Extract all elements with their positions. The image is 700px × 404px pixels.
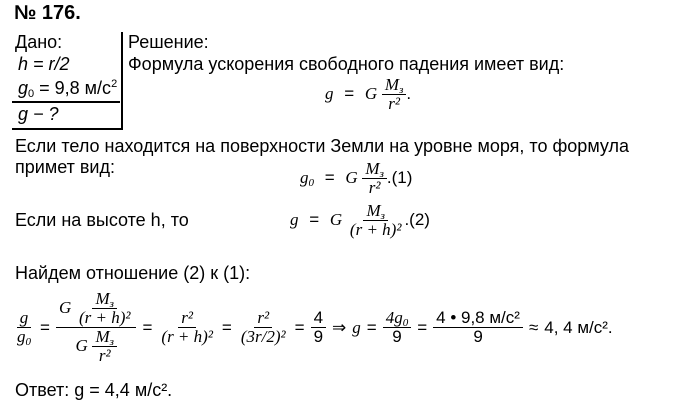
formula-1-g0 (300, 168, 314, 187)
complex-den-inner-num (92, 328, 116, 347)
formula-2-G: G (329, 209, 343, 229)
complex-num-inner (76, 290, 134, 327)
formula-2-fraction (347, 202, 405, 239)
complex-den-inner-den: r² (98, 346, 111, 365)
solution-line-3: примет вид: (15, 157, 115, 177)
formula-G: G (364, 83, 378, 103)
problem-number: № 176. (14, 2, 81, 24)
ratio-calc-num: 4 • 9,8 м/с² (433, 309, 523, 328)
ratio-g0-sub: 0 (25, 336, 31, 348)
ratio-4g0-symbol: 4g (385, 308, 403, 327)
formula-gravity (325, 76, 411, 113)
ratio-result: 4, 4 м/с². (544, 317, 613, 337)
given-g0 (18, 78, 117, 98)
ratio-eq-3: = (221, 317, 232, 337)
formula-2-M-sub: з (380, 210, 385, 222)
ratio-4-over-9 (311, 309, 326, 346)
complex-den-G: G (75, 335, 88, 355)
solution-line-2: Если тело находится на поверхности Земли на уровне моря, то формула (15, 136, 630, 156)
ratio-eq-2: = (142, 317, 153, 337)
complex-numerator (56, 290, 137, 328)
answer: Ответ: g = 4,4 м/с². (15, 380, 173, 400)
ratio-g: g (17, 309, 32, 328)
ratio-r2-num-2: r² (254, 309, 272, 328)
formula-period: . (406, 83, 412, 103)
solution-line-4: Если на высоте h, то (15, 210, 189, 230)
complex-den-M-sub: з (109, 336, 114, 348)
ratio-g0 (14, 328, 34, 346)
given-bottom-line (12, 128, 123, 130)
given-find: g − ? (18, 104, 59, 124)
g0-sub: 0 (308, 176, 314, 189)
formula-1-G: G (345, 167, 358, 187)
ratio-4g0-over-9 (383, 309, 412, 346)
ratio-4g0 (383, 309, 412, 328)
complex-num-M: M (95, 289, 110, 308)
solution-line-5: Найдем отношение (2) к (1): (15, 263, 251, 283)
formula-1-M-sub: з (379, 168, 384, 180)
formula-1-eq: = (324, 167, 335, 187)
complex-num-inner-num (92, 290, 116, 309)
formula-2-tag: .(2) (404, 209, 430, 229)
ratio-rh2-den: (r + h)² (161, 327, 213, 346)
fraction-numerator (382, 76, 406, 95)
complex-num-M-sub: з (109, 298, 114, 310)
ratio-4: 4 (311, 309, 326, 328)
ratio-g0-symbol: g (17, 327, 26, 346)
ratio-4g0-sub: 0 (402, 317, 409, 329)
ratio-3r2-den: (3r/2)² (240, 327, 286, 346)
given-divider (12, 101, 120, 103)
formula-g: g (325, 83, 334, 103)
formula-1-denominator: r² (368, 178, 381, 197)
ratio-eq-1: = (40, 317, 50, 337)
formula-1 (300, 160, 412, 197)
ratio-r2-num: r² (178, 309, 196, 328)
formula-1-tag: .(1) (386, 167, 413, 187)
symbol-M: M (384, 75, 400, 94)
complex-den-inner (92, 328, 116, 365)
formula-2-eq: = (309, 209, 320, 229)
solution-line-1: Формула ускорения свободного падения имеет вид: (128, 54, 565, 74)
given-g0-exp: 2 (111, 78, 118, 90)
formula-1-M: M (365, 159, 380, 178)
formula-1-numerator (362, 160, 386, 179)
ratio-approx: ≈ (528, 317, 539, 337)
complex-num-inner-den: (r + h)² (78, 308, 131, 327)
solution-label: Решение: (128, 32, 209, 52)
given-h: h = r/2 (18, 54, 70, 74)
given-g0-symbol: g (18, 78, 29, 98)
ratio-calc (433, 309, 523, 346)
given-g0-value: = 9,8 м/с (34, 78, 112, 98)
ratio-9: 9 (313, 327, 324, 346)
symbol-M-sub: з (399, 84, 404, 96)
ratio-implies: ⇒ (332, 317, 347, 337)
ratio-eq-4: = (294, 317, 305, 337)
formula-2-g: g (290, 209, 299, 229)
g0-symbol: g (300, 167, 309, 187)
formula-2-numerator (363, 202, 387, 221)
ratio-9-b: 9 (392, 327, 402, 346)
complex-denominator (72, 328, 119, 365)
complex-den-M: M (95, 327, 110, 346)
given-label: Дано: (15, 32, 63, 52)
formula-eq: = (344, 83, 355, 103)
formula-2-denominator: (r + h)² (349, 220, 402, 239)
ratio-eq-5: = (366, 317, 377, 337)
ratio-eq-6: = (417, 317, 428, 337)
given-vertical-line (121, 32, 123, 128)
formula-fraction (382, 76, 406, 113)
fraction-denominator: r² (388, 94, 401, 113)
ratio-calc-den: 9 (473, 327, 483, 346)
ratio-r2-over-3r2 (238, 309, 289, 346)
ratio-g-result: g (352, 317, 361, 337)
ratio-r2-over-rh2 (158, 309, 216, 346)
given-g0-sub: 0 (28, 88, 35, 100)
complex-num-G: G (58, 297, 72, 317)
formula-2-M: M (366, 201, 381, 220)
ratio-g-over-g0 (14, 309, 34, 346)
formula-ratio (14, 290, 613, 365)
formula-2 (290, 202, 430, 239)
formula-1-fraction (362, 160, 386, 197)
ratio-complex-fraction (56, 290, 137, 365)
